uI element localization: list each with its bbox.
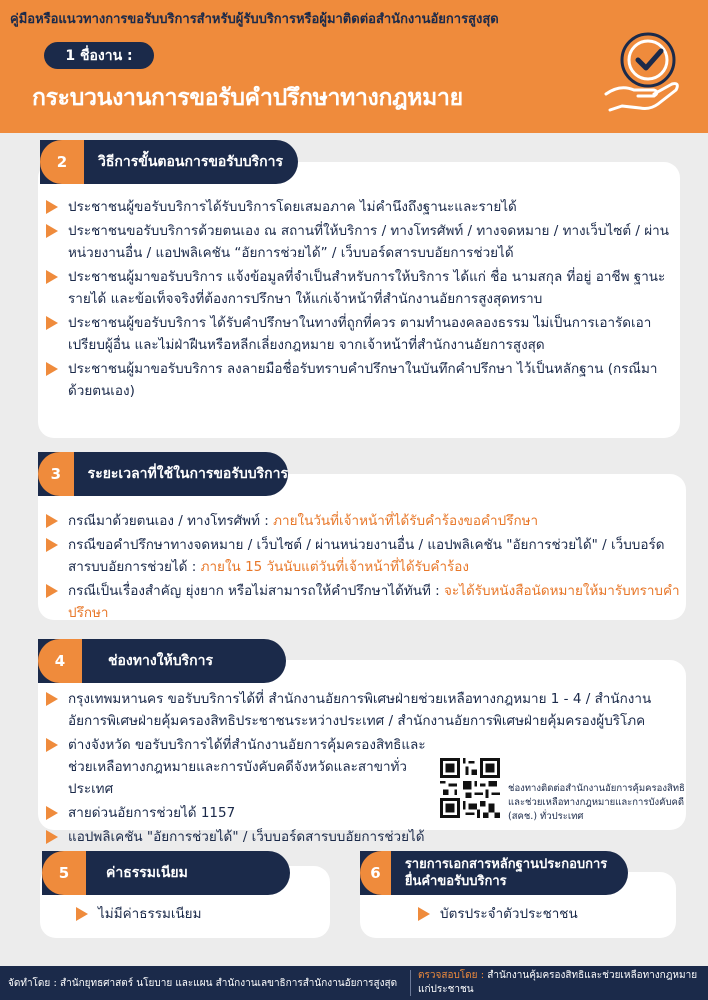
triangle-bullet-icon <box>46 316 58 330</box>
section-6-header <box>360 851 628 895</box>
list-item: สายด่วนอัยการช่วยได้ 1157 <box>44 802 680 824</box>
page-footer <box>0 966 708 1000</box>
section-number: 4 <box>38 639 82 683</box>
list-item: ประชาชนขอรับบริการด้วยตนเอง ณ สถานที่ให้บริการ / ทางโทรศัพท์ / ทางจดหมาย / ทางเว็บไซต์ / ผ่านหน่วยงานอื่น / แอปพลิเคชัน “อัยการช่วยได้” / เว็บบอร์ดสารบบอัยการช่วยได้ <box>44 220 672 264</box>
section-number: 5 <box>42 851 86 895</box>
footer-divider <box>410 970 411 996</box>
section-3-list <box>44 510 682 624</box>
triangle-bullet-icon <box>46 514 58 528</box>
list-item: ต่างจังหวัด ขอรับบริการได้ที่สำนักงานอัยการคุ้มครองสิทธิและช่วยเหลือทางกฎหมายและการบังคับคดีจังหวัดและสาขาทั่วประเทศ <box>44 734 444 800</box>
list-item: ประชาชนผู้มาขอรับบริการ แจ้งข้อมูลที่จำเป็นสำหรับการให้บริการ ได้แก่ ชื่อ นามสกุล ที่อยู่ อาชีพ ฐานะ รายได้ และข้อเท็จจริงที่ต้องการปรึกษา ให้แก่เจ้าหน้าที่สำนักงานอัยการสูงสุดทราบ <box>44 266 672 310</box>
section-6-list <box>416 903 666 925</box>
duration-highlight: จะได้รับหนังสือนัดหมายให้มารับทราบคำปรึกษา <box>68 583 680 621</box>
section-4-header <box>38 639 286 683</box>
section-2-header <box>40 140 298 184</box>
verified-by: ตรวจสอบโดย : สำนักงานคุ้มครองสิทธิและช่วยเหลือทางกฎหมายแก่ประชาชน <box>418 970 698 995</box>
section-title: ช่องทางให้บริการ <box>108 653 213 669</box>
section-number: 3 <box>38 452 74 496</box>
list-item: บัตรประจำตัวประชาชน <box>416 903 666 925</box>
section-title: ค่าธรรมเนียม <box>106 865 188 881</box>
triangle-bullet-icon <box>46 270 58 284</box>
triangle-bullet-icon <box>46 806 58 820</box>
triangle-bullet-icon <box>46 200 58 214</box>
triangle-bullet-icon <box>46 692 58 706</box>
triangle-bullet-icon <box>46 738 58 752</box>
qr-code-icon[interactable] <box>440 758 500 818</box>
section-3-header <box>38 452 288 496</box>
list-item: ไม่มีค่าธรรมเนียม <box>74 903 314 925</box>
list-item: กรณีขอคำปรึกษาทางจดหมาย / เว็บไซต์ / ผ่านหน่วยงานอื่น / แอปพลิเคชัน "อัยการช่วยได้" / เว็บบอร์ดสารบบอัยการช่วยได้ : ภายใน 15 วันนับแต่วันที่เจ้าหน้าที่ได้รับคำร้อง <box>44 534 682 578</box>
triangle-bullet-icon <box>46 538 58 552</box>
triangle-bullet-icon <box>418 907 430 921</box>
section-4-list <box>44 688 680 848</box>
section-title: ระยะเวลาที่ใช้ในการขอรับบริการ <box>87 466 288 482</box>
hand-checkmark-icon <box>598 24 690 116</box>
list-item: แอปพลิเคชัน "อัยการช่วยได้" / เว็บบอร์ดสารบบอัยการช่วยได้ <box>44 826 680 848</box>
section-2-list <box>44 196 672 402</box>
section-number: 2 <box>40 140 84 184</box>
list-item: กรุงเทพมหานคร ขอรับบริการได้ที่ สำนักงานอัยการพิเศษฝ่ายช่วยเหลือทางกฎหมาย 1 - 4 / สำนักงานอัยการพิเศษฝ่ายคุ้มครองสิทธิประชาชนระหว่างประเทศ / สำนักงานอัยการพิเศษฝ่ายคุ้มครองผู้บริโภค <box>44 688 680 732</box>
triangle-bullet-icon <box>46 224 58 238</box>
list-item: ประชาชนผู้ขอรับบริการ ได้รับคำปรึกษาในทางที่ถูกที่ควร ตามทำนองคลองธรรม ไม่เป็นการเอารัดเอาเปรียบผู้อื่น และไม่ฝ่าฝืนหรือหลีกเลี่ยงกฎหมาย จากเจ้าหน้าที่สำนักงานอัยการสูงสุด <box>44 312 672 356</box>
section-title: วิธีการขั้นตอนการขอรับบริการ <box>98 154 283 170</box>
duration-highlight: ภายใน 15 วันนับแต่วันที่เจ้าหน้าที่ได้รับคำร้อง <box>200 559 469 575</box>
page-header <box>0 0 708 133</box>
prepared-by: จัดทำโดย : สำนักยุทธศาสตร์ นโยบาย และแผน สำนักงานเลขาธิการสำนักงานอัยการสูงสุด <box>8 978 398 989</box>
section-5-list <box>74 903 314 925</box>
handbook-title: คู่มือหรือแนวทางการขอรับบริการสำหรับผู้รับบริการหรือผู้มาติดต่อสำนักงานอัยการสูงสุด <box>10 12 499 27</box>
triangle-bullet-icon <box>46 584 58 598</box>
section-number: 6 <box>360 851 391 895</box>
section-title: รายการเอกสารหลักฐานประกอบการยื่นคำขอรับบริการ <box>404 857 608 889</box>
page-title: กระบวนงานการขอรับคำปรึกษาทางกฎหมาย <box>32 85 463 111</box>
triangle-bullet-icon <box>46 362 58 376</box>
section-5-header <box>42 851 290 895</box>
list-item: ประชาชนผู้มาขอรับบริการ ลงลายมือชื่อรับทราบคำปรึกษาในบันทึกคำปรึกษา ไว้เป็นหลักฐาน (กรณีมาด้วยตนเอง) <box>44 358 672 402</box>
list-item: กรณีมาด้วยตนเอง / ทางโทรศัพท์ : ภายในวันที่เจ้าหน้าที่ได้รับคำร้องขอคำปรึกษา <box>44 510 682 532</box>
triangle-bullet-icon <box>46 830 58 844</box>
duration-highlight: ภายในวันที่เจ้าหน้าที่ได้รับคำร้องขอคำปรึกษา <box>273 513 539 529</box>
qr-caption: ช่องทางติดต่อสำนักงานอัยการคุ้มครองสิทธิและช่วยเหลือทางกฎหมายและการบังคับคดี (สคช.) ทั่วประเทศ <box>508 783 685 822</box>
work-name-badge: 1 ชื่องาน : <box>44 42 154 69</box>
list-item: กรณีเป็นเรื่องสำคัญ ยุ่งยาก หรือไม่สามารถให้คำปรึกษาได้ทันที : จะได้รับหนังสือนัดหมายให้มารับทราบคำปรึกษา <box>44 580 682 624</box>
triangle-bullet-icon <box>76 907 88 921</box>
list-item: ประชาชนผู้ขอรับบริการได้รับบริการโดยเสมอภาค ไม่คำนึงถึงฐานะและรายได้ <box>44 196 672 218</box>
